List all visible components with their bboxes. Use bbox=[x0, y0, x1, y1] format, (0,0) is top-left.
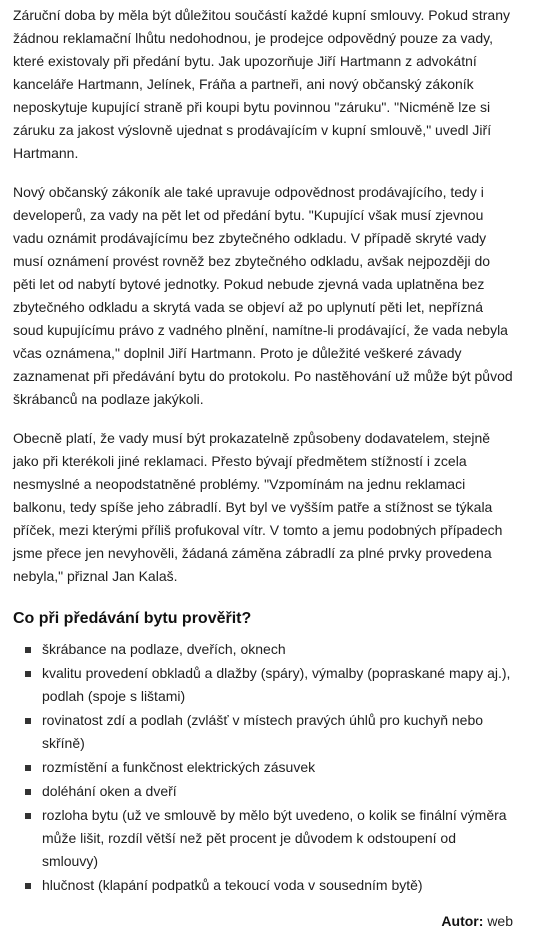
list-item-text: rozmístění a funkčnost elektrických zásuvek bbox=[42, 759, 316, 775]
bullet-icon bbox=[25, 765, 31, 771]
list-item-text: hlučnost (klapání podpatků a tekoucí voda v sousedním bytě) bbox=[42, 877, 423, 893]
checklist bbox=[13, 638, 515, 897]
bullet-icon bbox=[25, 813, 31, 819]
list-item-text: škrábance na podlaze, dveřích, oknech bbox=[42, 641, 286, 657]
list-item-text: rozloha bytu (už ve smlouvě by mělo být uvedeno, o kolik se finální výměra může lišit, rozdíl větší než pět procent je důvodem k odstoupení od smlouvy) bbox=[42, 807, 507, 869]
list-item-text: doléhání oken a dveří bbox=[42, 783, 177, 799]
list-item bbox=[13, 780, 515, 803]
list-item bbox=[13, 709, 515, 755]
bullet-icon bbox=[25, 671, 31, 677]
list-item bbox=[13, 638, 515, 661]
bullet-icon bbox=[25, 789, 31, 795]
bullet-icon bbox=[25, 718, 31, 724]
list-item-text: rovinatost zdí a podlah (zvlášť v místech pravých úhlů pro kuchyň nebo skříně) bbox=[42, 712, 484, 751]
paragraph-liability: Nový občanský zákoník ale také upravuje odpovědnost prodávajícího, tedy i developerů, za vady na pět let od předání bytu. "Kupující však musí zjevnou vadu oznámit prodávajícímu bez zbytečného odkladu. V případě skryté vady musí oznámení provést rovněž bez zbytečného odkladu, avšak nejpozději do pěti let od nabytí bytové jednotky. Pokud nebude zjevná vada uplatněna bez zbytečného odkladu a skrytá vada se objeví až po uplynutí pěti let, nepřízná soud kupujícímu právo z vadného plnění, namítne-li prodávající, že vada nebyla včas oznámena," doplnil Jiří Hartmann. Proto je důležité veškeré závady zaznamenat při předávání bytu do protokolu. Po nastěhování už může být původ škrábanců na podlaze jakýkoli. bbox=[13, 184, 513, 407]
list-item bbox=[13, 662, 515, 708]
paragraph-warranty: Záruční doba by měla být důležitou součástí každé kupní smlouvy. Pokud strany žádnou reklamační lhůtu nedohodnou, je prodejce odpovědný pouze za vady, které existovaly při předání bytu. Jak upozorňuje Jiří Hartmann z advokátní kanceláře Hartmann, Jelínek, Fráňa a partneři, ani nový občanský zákoník neposkytuje kupující straně při koupi bytu povinnou "záruku". "Nicméně lze si záruku za jakost výslovně ujednat s prodávajícím v kupní smlouvě," uvedl Jiří Hartmann. bbox=[13, 7, 510, 161]
author-name: web bbox=[487, 913, 513, 929]
bullet-icon bbox=[25, 647, 31, 653]
list-item-text: kvalitu provedení obkladů a dlažby (spáry), výmalby (popraskané mapy aj.), podlah (spoje s lištami) bbox=[42, 665, 511, 704]
bullet-icon bbox=[25, 883, 31, 889]
section-heading: Co při předávání bytu prověřit? bbox=[13, 610, 252, 627]
list-item bbox=[13, 756, 515, 779]
list-item bbox=[13, 874, 515, 897]
author-label: Autor: bbox=[441, 913, 484, 929]
author-line bbox=[13, 911, 515, 931]
paragraph-complaints: Obecně platí, že vady musí být prokazatelně způsobeny dodavatelem, stejně jako při kterékoli jiné reklamaci. Přesto bývají předmětem stížností i zcela nesmyslné a neopodstatněné problémy. "Vzpomínám na jednu reklamaci balkonu, tedy spíše jeho zábradlí. Byt byl ve vyšším patře a stížnost se týkala příček, mezi kterými příliš profukoval vítr. V tomto a jemu podobných případech jsme přece jen nevyhověli, žádaná záměna zábradlí za plné prvky provedena nebyla," přiznal Jan Kalaš. bbox=[13, 430, 503, 584]
list-item bbox=[13, 804, 515, 873]
